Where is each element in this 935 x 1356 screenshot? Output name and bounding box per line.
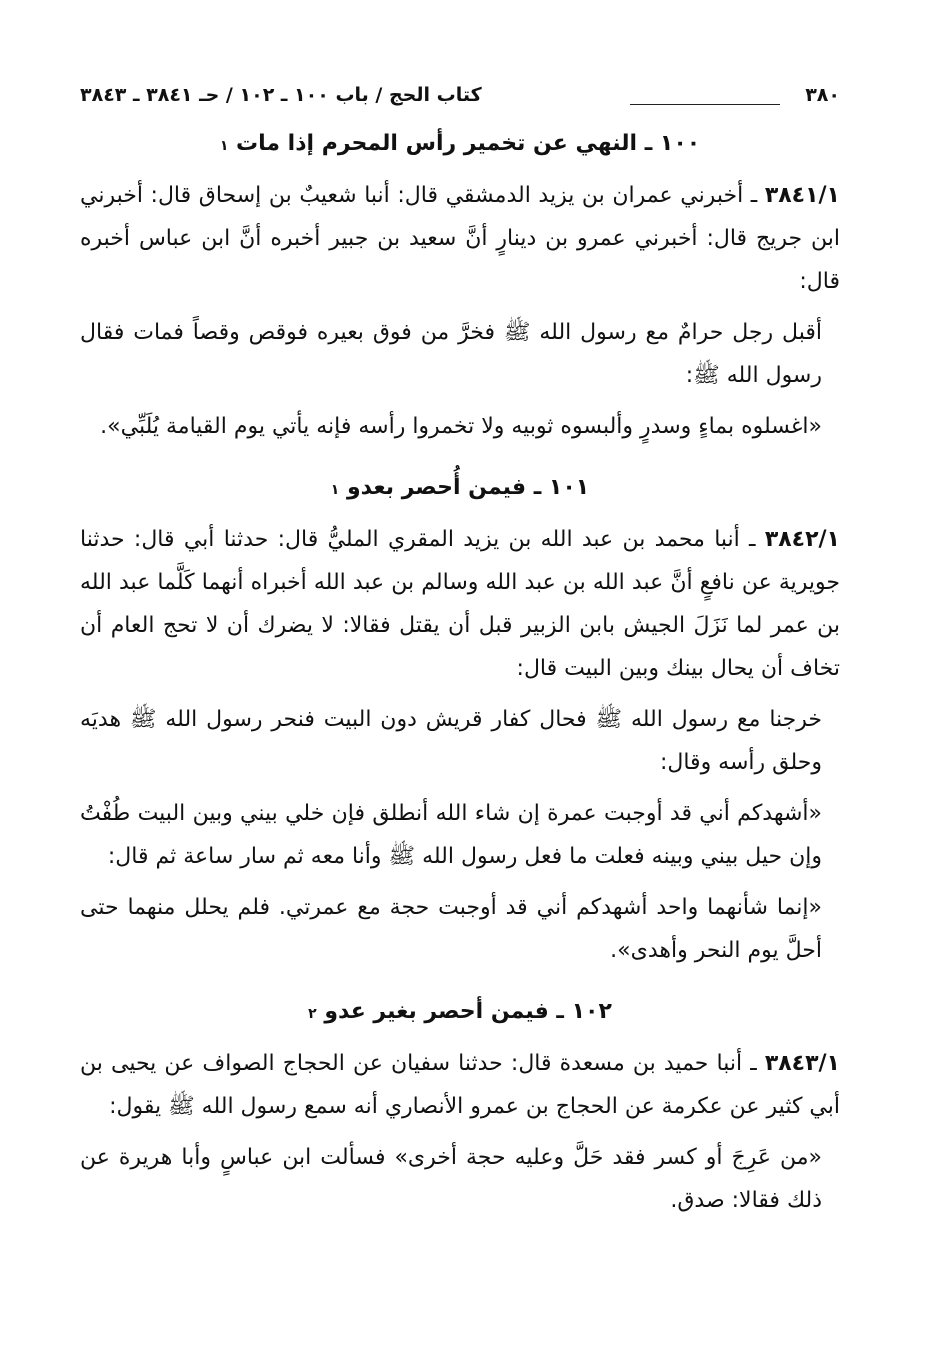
chapter-heading-text: ١٠٢ ـ فيمن أحصر بغير عدو (324, 999, 612, 1024)
footnote-marker: ١ (219, 138, 229, 154)
chapter-heading (80, 990, 840, 1036)
isnad-text: ـ أنبا حميد بن مسعدة قال: حدثنا سفيان عن الحجاج الصواف عن يحيى بن أبي كثير عن عكرمة عن الحجاج بن عمرو الأنصاري أنه سمع رسول الله ﷺ يقول: (80, 1051, 840, 1119)
isnad-text: ـ أخبرني عمران بن يزيد الدمشقي قال: أنبا شعيبٌ بن إسحاق قال: أخبرني ابن جريج قال: أخبرني عمرو بن دينارٍ أنَّ سعيد بن جبير أخبره أنَّ ابن عباس أخبره قال: (80, 183, 840, 294)
hadith-isnad (80, 518, 840, 690)
footnote-marker: ٢ (308, 1006, 317, 1022)
hadith-quote: «أشهدكم أني قد أوجبت عمرة إن شاء الله أنطلق فإن خلي بيني وبين البيت طُفْتُ وإن حيل بيني وبينه فعلت ما فعل رسول الله ﷺ وأنا معه ثم سار ساعة ثم قال: (80, 801, 822, 869)
hadith-isnad (80, 174, 840, 303)
chapter-heading-text: ١٠١ ـ فيمن أُحصر بعدو (347, 475, 590, 500)
hadith-number: ٣٨٤١/١ (764, 183, 840, 208)
hadith-quote: «إنما شأنهما واحد أشهدكم أني قد أوجبت حجة مع عمرتي. فلم يحلل منهما حتى أحلَّ يوم النحر وأهدى». (80, 895, 822, 963)
header-rule (630, 104, 780, 105)
footnote-marker: ١ (330, 482, 340, 498)
chapter-heading (80, 122, 840, 168)
chapter-heading (80, 466, 840, 512)
hadith-text: خرجنا مع رسول الله ﷺ فحال كفار قريش دون البيت فنحر رسول الله ﷺ هديَه وحلق رأسه وقال: (80, 707, 822, 775)
hadith-number: ٣٨٤٣/١ (764, 1051, 840, 1076)
page-content (80, 122, 840, 1230)
hadith-number: ٣٨٤٢/١ (764, 527, 840, 552)
running-header (80, 80, 840, 114)
hadith-text: أقبل رجل حرامٌ مع رسول الله ﷺ فخرَّ من فوق بعيره فوقص وقصاً فمات فقال رسول الله ﷺ: (80, 320, 822, 388)
hadith-quote: «من عَرِجَ أو كسر فقد حَلَّ وعليه حجة أخرى» فسألت ابن عباسٍ وأبا هريرة عن ذلك فقالا: صدق. (80, 1145, 822, 1213)
isnad-text: ـ أنبا محمد بن عبد الله بن يزيد المقري المليُّ قال: حدثنا أبي قال: حدثنا جويرية عن نافعٍ أنَّ عبد الله بن عبد الله وسالم بن عبد الله أخبراه أنهما كَلَّما عبد الله بن عمر لما نَزَلَ الجيش بابن الزبير قبل أن يقتل فقالا: لا يضرك أن لا تحج العام أن تخاف أن يحال بينك وبين البيت قال: (80, 527, 840, 681)
running-title: كتاب الحج / باب ١٠٠ ـ ١٠٢ / حـ ٣٨٤١ ـ ٣٨٤٣ (80, 84, 482, 106)
hadith-isnad (80, 1042, 840, 1128)
page-number: ٣٨٠ (805, 84, 840, 106)
hadith-quote: «اغسلوه بماءٍ وسدرٍ وألبسوه ثوبيه ولا تخمروا رأسه فإنه يأتي يوم القيامة يُلَبِّي». (100, 414, 822, 439)
chapter-heading-text: ١٠٠ ـ النهي عن تخمير رأس المحرم إذا مات (236, 131, 701, 156)
